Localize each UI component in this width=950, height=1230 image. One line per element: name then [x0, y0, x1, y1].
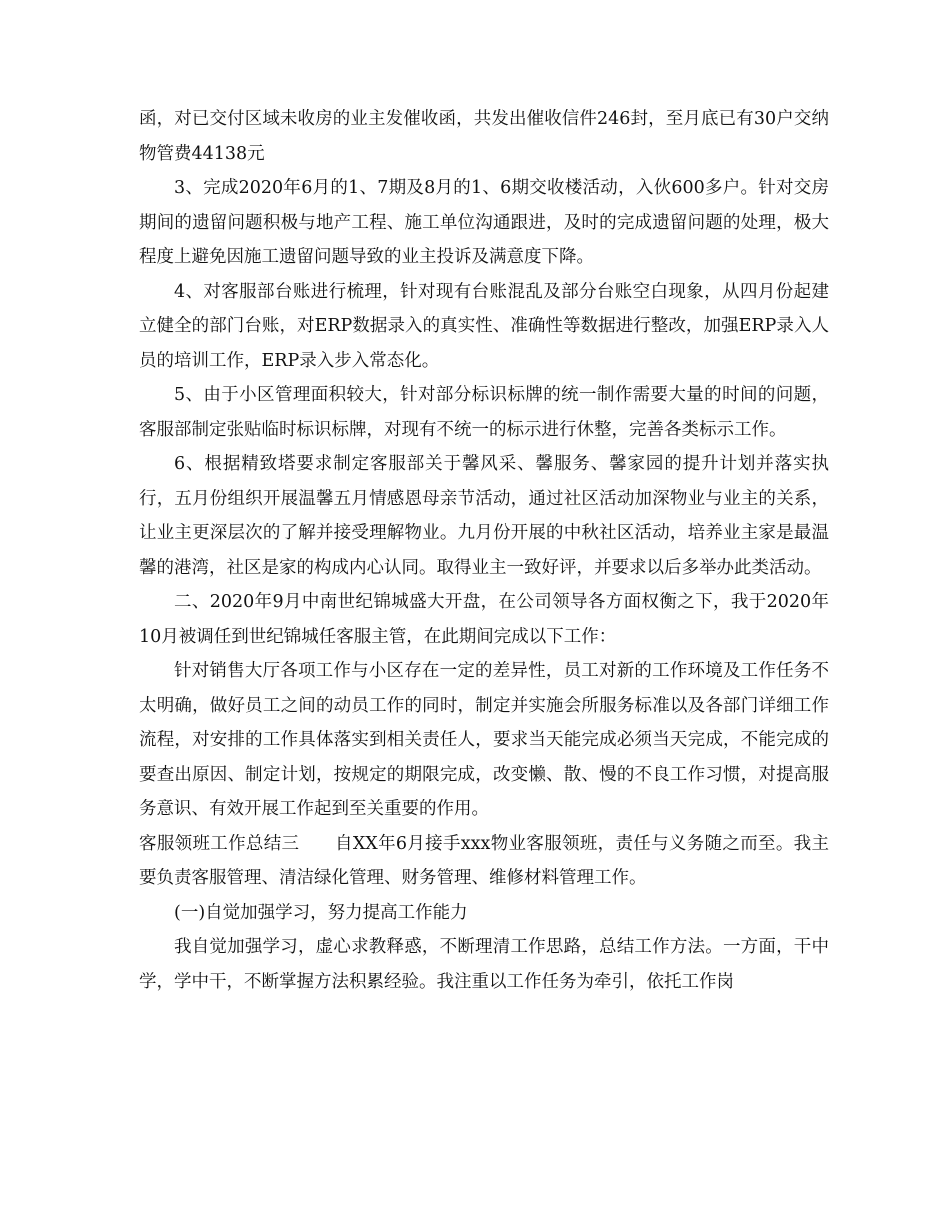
paragraph-item-5: 5、由于小区管理面积较大，针对部分标识标牌的统一制作需要大量的时间的问题，客服部制定张贴临时标识标牌，对现有不统一的标示进行休整，完善各类标示工作。	[139, 385, 829, 440]
paragraph-summary-3: 客服领班工作总结三 自XX年6月接手xxx物业客服领班，责任与义务随之而至。我主要负责客服管理、清洁绿化管理、财务管理、维修材料管理工作。	[139, 833, 829, 888]
paragraph-continued: 函，对已交付区域未收房的业主发催收函，共发出催收信件246封，至月底已有30户交纳物管费44138元	[139, 109, 829, 164]
paragraph-item-4: 4、对客服部台账进行梳理，针对现有台账混乱及部分台账空白现象，从四月份起建立健全的部门台账，对ERP数据录入的真实性、准确性等数据进行整改，加强ERP录入人员的培训工作，ERP录入步入常态化。	[139, 281, 829, 371]
paragraph-section-2-body: 针对销售大厅各项工作与小区存在一定的差异性，员工对新的工作环境及工作任务不太明确，做好员工之间的动员工作的同时，制定并实施会所服务标准以及各部门详细工作流程，对安排的工作具体落实到相关责任人，要求当天能完成必须当天完成，不能完成的要查出原因、制定计划，按规定的期限完成，改变懒、散、慢的不良工作习惯，对提高服务意识、有效开展工作起到至关重要的作用。	[139, 661, 829, 819]
paragraph-study: 我自觉加强学习，虚心求教释惑，不断理清工作思路，总结工作方法。一方面，干中学，学中干，不断掌握方法积累经验。我注重以工作任务为牵引，依托工作岗	[139, 937, 829, 992]
document-body	[139, 102, 829, 999]
paragraph-item-6: 6、根据精致塔要求制定客服部关于馨风采、馨服务、馨家园的提升计划并落实执行，五月份组织开展温馨五月情感恩母亲节活动，通过社区活动加深物业与业主的关系，让业主更深层次的了解并接受理解物业。九月份开展的中秋社区活动，培养业主家是最温馨的港湾，社区是家的构成内心认同。取得业主一致好评，并要求以后多举办此类活动。	[139, 454, 829, 578]
paragraph-section-2: 二、2020年9月中南世纪锦城盛大开盘，在公司领导各方面权衡之下，我于2020年10月被调任到世纪锦城任客服主管，在此期间完成以下工作：	[139, 592, 829, 647]
heading-self-study: (一)自觉加强学习，努力提高工作能力	[174, 902, 468, 923]
paragraph-item-3: 3、完成2020年6月的1、7期及8月的1、6期交收楼活动，入伙600多户。针对交房期间的遗留问题积极与地产工程、施工单位沟通跟进，及时的完成遗留问题的处理，极大程度上避免因施工遗留问题导致的业主投诉及满意度下降。	[139, 178, 829, 267]
